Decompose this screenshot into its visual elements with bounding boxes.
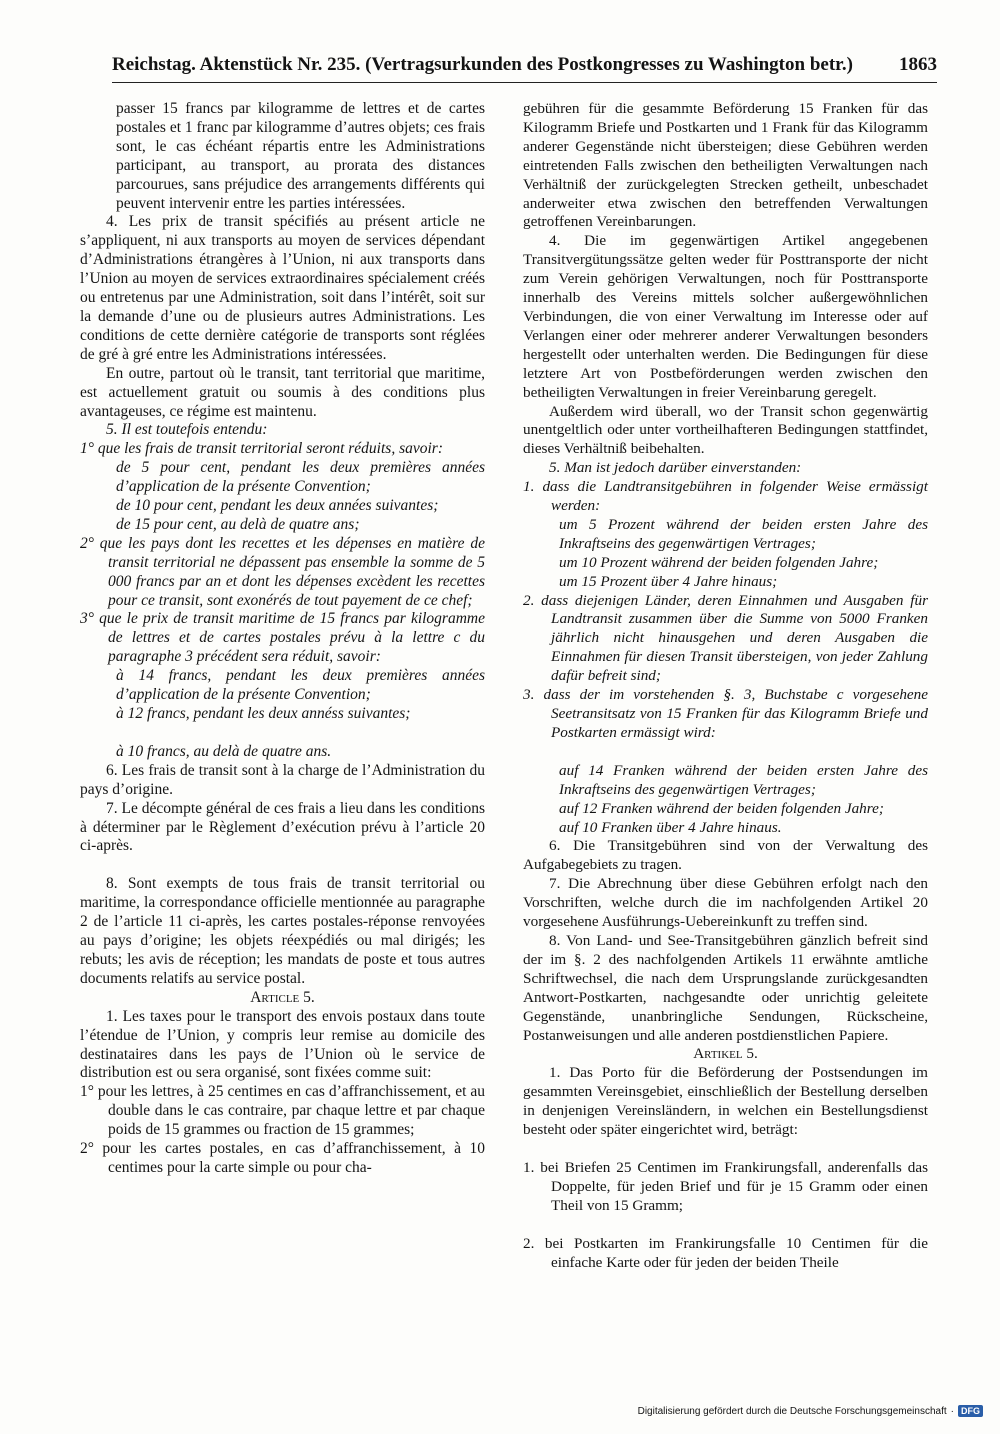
article-heading: Article 5. [250, 988, 315, 1006]
german-column [523, 100, 928, 1272]
header-title: Reichstag. Aktenstück Nr. 235. (Vertragsurkunden des Postkongresses zu Washington betr.) [112, 54, 853, 75]
paragraph: 5. Il est toutefois entendu: [106, 421, 268, 439]
paragraph: 4. Les prix de transit spécifiés au présent article ne s’appliquent, ni aux transports au moyen de services dépendant d’Administrations étrangères à l’Union, ni aux transports dans l’Union au moyen de services extraordinaires spécialement créés ou entretenus par une Administration, soit dans l’intérêt, soit sur la demande d’une ou de plusieurs autres Administrations. Les conditions de cette dernière catégorie de transports sont réglées de gré à gré entre les Administrations intéressées. [80, 213, 485, 363]
list-subitem: um 15 Prozent über 4 Jahre hinaus; [559, 572, 778, 590]
running-header [112, 48, 937, 83]
list-item: 3. dass der im vorstehenden §. 3, Buchstabe c vorgesehene Seetransitsatz von 15 Franken für das Kilogramm Briefe und Postkarten ermässigt wird: [523, 686, 928, 741]
paragraph: 8. Sont exempts de tous frais de transit territorial ou maritime, la correspondance officielle mentionnée au paragraphe 2 de l’article 11 ci-après, les cartes postales-réponse renvoyées au pays d’origine; les objets réexpédiés ou mal dirigés; les rebuts; les avis de réception; les mandats de poste et tous autres documents relatifs au service postal. [80, 875, 485, 987]
paragraph: 6. Die Transitgebühren sind von der Verwaltung des Aufgabegebiets zu tragen. [523, 837, 928, 874]
french-column [80, 100, 485, 1178]
paragraph: 6. Les frais de transit sont à la charge de l’Administration du pays d’origine. [80, 761, 485, 798]
list-subitem: de 5 pour cent, pendant les deux premières années d’application de la présente Convention; [116, 459, 485, 496]
list-item: 2. dass diejenigen Länder, deren Einnahmen und Ausgaben für Landtransit zusammen über die Summe von 5000 Franken jährlich nicht hinausgehen und deren Ausgaben die Einnahmen für diesen Transit übersteigen, von jeder Zahlung dafür befreit sind; [523, 591, 928, 685]
list-subitem: de 15 pour cent, au delà de quatre ans; [116, 515, 360, 533]
paragraph: 1. Das Porto für die Beförderung der Postsendungen im gesammten Vereinsgebiet, einschließlich der Bestellung derselben in denjenigen Vereinsländern, in welchen ein Bestellungsdienst besteht oder später eingerichtet wird, beträgt: [523, 1064, 928, 1139]
list-subitem: à 12 francs, pendant les deux annéss suivantes; [116, 705, 411, 722]
list-subitem: à 10 francs, au delà de quatre ans. [116, 742, 332, 760]
credit-text: Digitalisierung gefördert durch die Deutsche Forschungsgemeinschaft [637, 1405, 947, 1417]
list-subitem: de 10 pour cent, pendant les deux années suivantes; [116, 497, 439, 515]
list-item: 3° que le prix de transit maritime de 15 francs par kilogramme de lettres et de cartes postales prévu à la lettre c du paragraphe 3 précédent sera réduit, savoir: [80, 610, 485, 666]
list-subitem: um 10 Prozent während der beiden folgenden Jahre; [559, 553, 879, 571]
list-subitem: auf 10 Franken über 4 Jahre hinaus. [559, 818, 782, 836]
list-item: 2° que les pays dont les recettes et les dépenses en matière de transit territorial ne dépassent pas ensemble la somme de 5 000 francs par an et dont les dépenses excèdent les recettes pour ce transit, sont exonérés de tout payement de ce chef; [80, 534, 485, 609]
list-item: 1. bei Briefen 25 Centimen im Frankirungsfall, anderenfalls das Doppelte, für jeden Brief und für je 15 Gramm oder einen Theil von 15 Gramm; [523, 1158, 928, 1214]
list-subitem: auf 12 Franken während der beiden folgenden Jahre; [559, 799, 884, 817]
list-item: 2. bei Postkarten im Frankirungsfalle 10 Centimen für die einfache Karte oder für jeden der beiden Theile [523, 1234, 928, 1271]
paragraph: 8. Von Land- und See-Transitgebühren gänzlich befreit sind der im §. 2 des nachfolgenden Artikels 11 erwähnte amtliche Schriftwechsel, die nach dem Ursprungslande zurückgesandten Antwort-Postkarten, nachgesandte oder unrichtig geleitete Gegenstände, unanbringliche Sendungen, Rückscheine, Postanweisungen und alle anderen postdienstlichen Papiere. [523, 931, 928, 1044]
article-heading: Artikel 5. [693, 1045, 758, 1063]
paragraph: gebühren für die gesammte Beförderung 15 Franken für das Kilogramm Briefe und Postkarten und 1 Frank für das Kilogramm anderer Gegenstände nicht übersteigen; diese Gebühren werden eintretenden Falls zwischen den betheiligten Verwaltungen nach Verhältniß der zurückgelegten Strecken getheilt, unbeschadet anderweiter etwa zwischen den betreffenden Verwaltungen getroffenen Vereinbarungen. [523, 100, 928, 231]
list-item: 1° que les frais de transit territorial seront réduits, savoir: [80, 440, 443, 458]
paragraph: 4. Die im gegenwärtigen Artikel angegebenen Transitvergütungssätze gelten weder für Posttransporte der nicht zum Verein gehörigen Verwaltungen, noch für Posttransporte innerhalb des Vereins mittels solcher außergewöhnlichen Verbindungen, die von einer Verwaltung im Interesse oder auf Verlangen einer oder mehrerer anderer Verwaltungen besonders hergestellt oder unterhalten werden. Die Bedingungen für diese letztere Art von Postbeförderungen werden zwischen den betheiligten Verwaltungen in freier Vereinbarung geregelt. [523, 232, 928, 401]
list-subitem: à 14 francs, pendant les deux premières années d’application de la présente Convention; [116, 667, 485, 704]
digitization-credit: Digitalisierung gefördert durch die Deutsche Forschungsgemeinschaft · DFG [603, 1405, 983, 1417]
list-subitem: auf 14 Franken während der beiden ersten Jahre des Inkraftseins des gegenwärtigen Vertrages; [559, 761, 928, 798]
paragraph: passer 15 francs par kilogramme de lettres et de cartes postales et 1 franc par kilogramme d’autres objets; ces frais sont, le cas échéant répartis entre les Administrations participant, au transport, au prorata des distances parcourues, sans préjudice des arrangements différents qui peuvent intervenir entre les parties intéressées. [116, 100, 485, 212]
paragraph: Außerdem wird überall, wo der Transit schon gegenwärtig unentgeltlich oder unter vortheilhafteren Bedingungen stattfindet, dieses Verhältniß beibehalten. [523, 402, 928, 458]
list-item: 2° pour les cartes postales, en cas d’affranchissement, à 10 centimes pour la carte simple ou pour cha- [80, 1140, 485, 1176]
list-item: 1. dass die Landtransitgebühren in folgender Weise ermässigt werden: [523, 478, 928, 515]
list-subitem: um 5 Prozent während der beiden ersten Jahre des Inkraftseins des gegenwärtigen Vertrages; [559, 515, 928, 552]
paragraph: En outre, partout où le transit, tant territorial que maritime, est actuellement gratuit ou soumis à des conditions plus avantageuses, ce régime est maintenu. [80, 364, 485, 420]
paragraph: 7. Die Abrechnung über diese Gebühren erfolgt nach den Vorschriften, welche durch die im nachfolgenden Artikel 20 vorgesehene Ausführungs-Uebereinkunft zu treffen sind. [523, 875, 928, 931]
paragraph: 5. Man ist jedoch darüber einverstanden: [549, 459, 802, 477]
paragraph: 1. Les taxes pour le transport des envois postaux dans toute l’étendue de l’Union, y compris leur remise au domicile des destinataires dans les pays de l’Union où le service de distribution est ou sera organisé, sont fixées comme suit: [80, 1007, 485, 1082]
paragraph: 7. Le décompte général de ces frais a lieu dans les conditions à déterminer par le Règlement d’exécution prévu à l’article 20 ci-après. [80, 799, 485, 855]
dfg-logo: DFG [958, 1405, 983, 1417]
page-number: 1863 [899, 54, 937, 75]
list-item: 1° pour les lettres, à 25 centimes en cas d’affranchissement, et au double dans le cas contraire, par chaque lettre et par chaque poids de 15 grammes ou fraction de 15 grammes; [80, 1083, 485, 1139]
